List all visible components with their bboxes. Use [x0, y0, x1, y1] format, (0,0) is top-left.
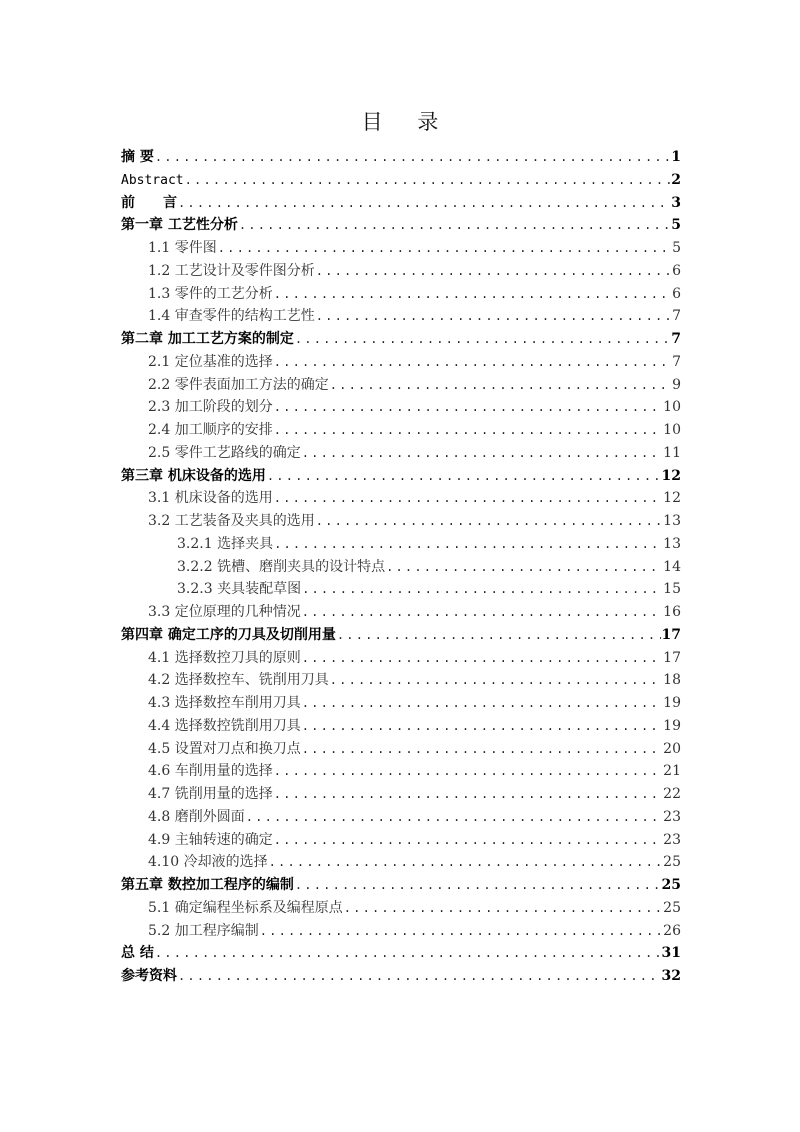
toc-section-entry[interactable] [121, 442, 681, 465]
toc-dot-leader [302, 715, 662, 738]
toc-entry-label: 1.1 零件图 [148, 240, 217, 256]
toc-dot-leader [337, 624, 661, 647]
toc-dot-leader [302, 601, 662, 624]
toc-entry-label: 4.2 选择数控车、铣削用刀具 [148, 672, 329, 689]
toc-dot-leader [295, 328, 670, 351]
toc-entry-label: 总 结 [121, 945, 154, 962]
toc-entry-label: 2.5 零件工艺路线的确定 [148, 444, 301, 461]
toc-page-number: 18 [663, 672, 681, 689]
toc-dot-leader [386, 556, 662, 579]
toc-entry-label: 3.2.1 选择夹具 [177, 535, 274, 552]
toc-chapter-entry[interactable] [121, 328, 681, 351]
toc-page-number: 3 [671, 194, 681, 211]
toc-page-number: 17 [661, 626, 681, 643]
toc-dot-leader [178, 965, 661, 988]
toc-entry-label: 4.3 选择数控车削用刀具 [148, 695, 301, 711]
toc-subsection-entry[interactable] [121, 578, 681, 601]
toc-entry-label: 2.3 加工阶段的划分 [148, 399, 273, 416]
toc-section-entry[interactable] [121, 669, 681, 692]
toc-page-number: 10 [663, 422, 681, 438]
toc-dot-leader [302, 738, 662, 761]
toc-page-number: 19 [663, 717, 681, 734]
toc-entry-label: 4.7 铣削用量的选择 [148, 786, 273, 802]
toc-chapter-entry[interactable] [121, 465, 681, 488]
toc-page-number: 7 [672, 308, 681, 325]
toc-page-number: 17 [663, 649, 681, 666]
toc-page-number: 7 [672, 353, 681, 370]
toc-entry-label: 3.3 定位原理的几种情况 [148, 604, 301, 620]
toc-entry-label: 摘 要 [121, 149, 154, 165]
toc-page-number: 1 [671, 149, 681, 165]
toc-entry-label: 1.4 审查零件的结构工艺性 [148, 308, 315, 325]
toc-page-number: 10 [663, 399, 681, 416]
toc-dot-leader [274, 760, 662, 783]
toc-dot-leader [260, 920, 662, 943]
toc-section-entry[interactable] [121, 851, 681, 874]
toc-dot-leader [269, 851, 663, 874]
toc-chapter-entry[interactable] [121, 169, 681, 192]
toc-section-entry[interactable] [121, 829, 681, 852]
toc-entry-label: 4.8 磨削外圆面 [148, 808, 245, 825]
toc-section-entry[interactable] [121, 920, 681, 943]
toc-page-number: 7 [671, 331, 681, 347]
toc-page-number: 13 [663, 513, 681, 529]
toc-entry-label: 3.2 工艺装备及夹具的选用 [148, 513, 315, 529]
toc-section-entry[interactable] [121, 806, 681, 829]
toc-subsection-entry[interactable] [121, 533, 681, 556]
toc-page-number: 14 [663, 558, 681, 575]
toc-chapter-entry[interactable] [121, 624, 681, 647]
toc-section-entry[interactable] [121, 783, 681, 806]
toc-dot-leader [302, 692, 662, 715]
toc-entry-label: 5.2 加工程序编制 [148, 922, 259, 939]
toc-page-number: 6 [672, 285, 681, 302]
toc-dot-leader [274, 351, 671, 374]
toc-entry-label: 2.1 定位基准的选择 [148, 353, 273, 370]
toc-entry-label: 2.4 加工顺序的安排 [148, 422, 273, 438]
toc-entry-label: 参考资料 [121, 968, 177, 984]
toc-entry-label: 第一章 工艺性分析 [121, 217, 238, 234]
toc-dot-leader [344, 897, 662, 920]
toc-dot-leader [185, 169, 671, 192]
toc-page-number: 11 [663, 444, 681, 461]
toc-dot-leader [274, 487, 662, 510]
toc-entry-label: 4.6 车削用量的选择 [148, 763, 273, 780]
toc-entry-label: 第三章 机床设备的选用 [121, 467, 266, 484]
toc-page-number: 9 [672, 376, 681, 393]
toc-dot-leader [239, 214, 670, 237]
toc-section-entry[interactable] [121, 692, 681, 715]
toc-page-number: 25 [663, 854, 681, 871]
toc-entry-label: 4.5 设置对刀点和换刀点 [148, 740, 301, 757]
toc-page-number: 31 [661, 945, 681, 962]
toc-dot-leader [330, 669, 662, 692]
toc-page-number: 22 [663, 786, 681, 802]
toc-dot-leader [267, 465, 661, 488]
toc-dot-leader [330, 374, 671, 397]
toc-page-number: 25 [661, 877, 681, 893]
toc-entry-label: 5.1 确定编程坐标系及编程原点 [148, 899, 343, 916]
toc-entry-label: 第五章 数控加工程序的编制 [121, 877, 294, 893]
toc-section-entry[interactable] [121, 374, 681, 397]
toc-page-number: 23 [663, 808, 681, 825]
toc-chapter-entry[interactable] [121, 146, 681, 169]
toc-dot-leader [178, 192, 670, 215]
page-title: 目 录 [361, 110, 453, 134]
toc-page-number: 15 [663, 581, 681, 598]
toc-dot-leader [274, 533, 662, 556]
toc-dot-leader [274, 783, 662, 806]
toc-page-number: 16 [663, 604, 681, 620]
toc-section-entry[interactable] [121, 715, 681, 738]
toc-section-entry[interactable] [121, 283, 681, 306]
toc-entry-label: 第二章 加工工艺方案的制定 [121, 331, 294, 347]
toc-entry-label: 4.9 主轴转速的确定 [148, 831, 273, 848]
toc-section-entry[interactable] [121, 237, 681, 260]
toc-entry-label: 第四章 确定工序的刀具及切削用量 [121, 626, 336, 643]
toc-dot-leader [316, 260, 671, 283]
toc-dot-leader [302, 647, 662, 670]
toc-section-entry[interactable] [121, 510, 681, 533]
toc-section-entry[interactable] [121, 351, 681, 374]
toc-section-entry[interactable] [121, 396, 681, 419]
toc-dot-leader [155, 942, 661, 965]
toc-page-number: 12 [661, 467, 681, 484]
toc-page-number: 5 [672, 240, 681, 256]
toc-section-entry[interactable] [121, 601, 681, 624]
toc-dot-leader [274, 829, 662, 852]
toc-page-number: 19 [663, 695, 681, 711]
toc-dot-leader [155, 146, 670, 169]
toc-entry-label: 3.1 机床设备的选用 [148, 490, 273, 507]
toc-entry-label: 前 言 [121, 194, 177, 211]
toc-entry-label: 2.2 零件表面加工方法的确定 [148, 376, 329, 393]
toc-section-entry[interactable] [121, 419, 681, 442]
toc-section-entry[interactable] [121, 738, 681, 761]
toc-page-number: 6 [672, 262, 681, 279]
toc-chapter-entry[interactable] [121, 942, 681, 965]
toc-entry-label: 4.4 选择数控铣削用刀具 [148, 717, 301, 734]
toc-chapter-entry[interactable] [121, 192, 681, 215]
toc-section-entry[interactable] [121, 487, 681, 510]
toc-page-number: 12 [663, 490, 681, 507]
toc-dot-leader [302, 578, 662, 601]
toc-dot-leader [246, 806, 662, 829]
toc-dot-leader [316, 510, 662, 533]
toc-subsection-entry[interactable] [121, 556, 681, 579]
toc-page-number: 20 [663, 740, 681, 757]
toc-page-number: 23 [663, 831, 681, 848]
toc-entry-label: 4.10 冷却液的选择 [148, 854, 268, 871]
toc-page-number: 2 [671, 171, 681, 188]
toc-page-number: 26 [663, 922, 681, 939]
toc-dot-leader [218, 237, 671, 260]
toc-entry-label: 4.1 选择数控刀具的原则 [148, 649, 301, 666]
toc-page-number: 13 [663, 535, 681, 552]
toc-section-entry[interactable] [121, 897, 681, 920]
table-of-contents [121, 146, 681, 988]
toc-chapter-entry[interactable] [121, 874, 681, 897]
toc-page-number: 21 [663, 763, 681, 780]
toc-dot-leader [274, 419, 662, 442]
toc-page-number: 32 [661, 968, 681, 984]
toc-section-entry[interactable] [121, 260, 681, 283]
toc-page-number: 5 [671, 217, 681, 234]
toc-entry-label: 1.2 工艺设计及零件图分析 [148, 262, 315, 279]
toc-page-number: 25 [663, 899, 681, 916]
toc-section-entry[interactable] [121, 647, 681, 670]
toc-dot-leader [302, 442, 662, 465]
toc-dot-leader [295, 874, 661, 897]
toc-dot-leader [274, 283, 671, 306]
toc-chapter-entry[interactable] [121, 965, 681, 988]
toc-entry-label: 1.3 零件的工艺分析 [148, 285, 273, 302]
toc-section-entry[interactable] [121, 305, 681, 328]
toc-dot-leader [316, 305, 671, 328]
toc-chapter-entry[interactable] [121, 214, 681, 237]
toc-entry-label: Abstract [121, 172, 184, 188]
toc-dot-leader [274, 396, 662, 419]
toc-section-entry[interactable] [121, 760, 681, 783]
toc-entry-label: 3.2.2 铣槽、磨削夹具的设计特点 [177, 558, 386, 575]
toc-entry-label: 3.2.3 夹具装配草图 [177, 581, 302, 598]
